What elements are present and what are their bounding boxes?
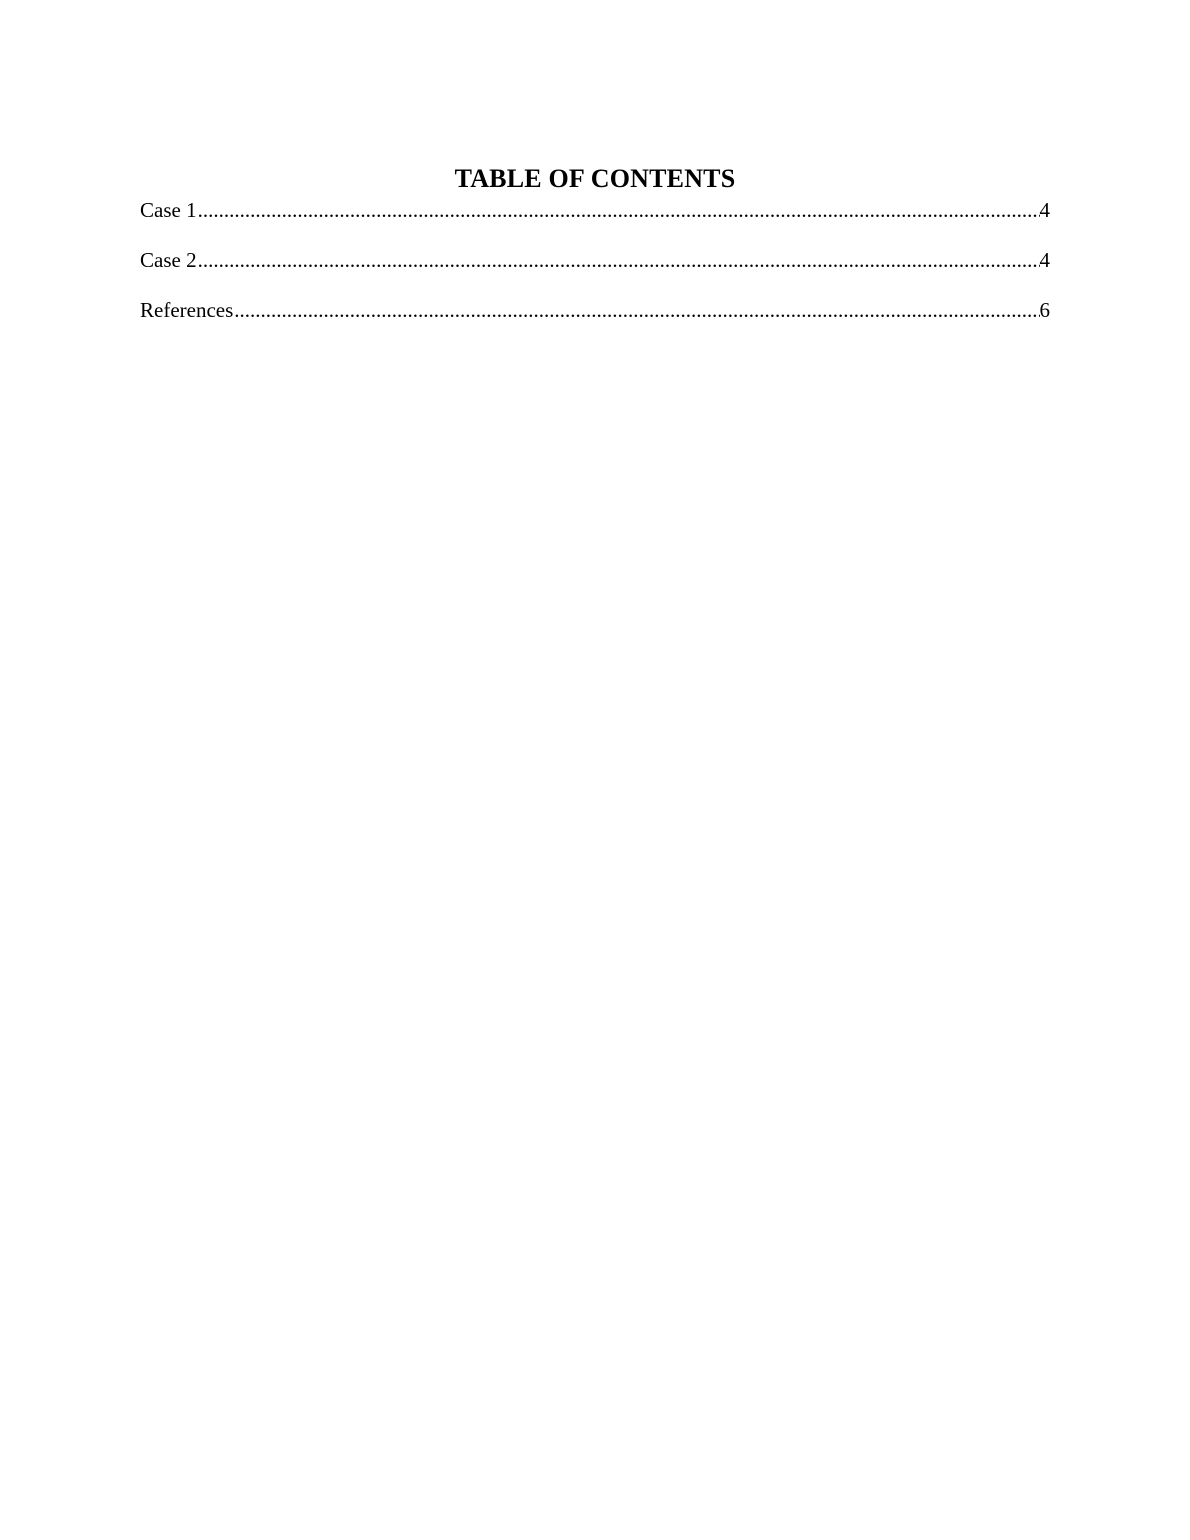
toc-entry-label: Case 1 bbox=[140, 198, 197, 222]
toc-list bbox=[140, 197, 1050, 347]
toc-dot-leader bbox=[198, 197, 1040, 223]
toc-dot-leader bbox=[234, 297, 1039, 323]
toc-dot-leader bbox=[198, 247, 1040, 273]
toc-heading: TABLE OF CONTENTS bbox=[454, 164, 736, 193]
toc-entry-case-1[interactable] bbox=[140, 197, 1050, 223]
toc-entry-label: Case 2 bbox=[140, 248, 197, 272]
toc-entry-page-number: 4 bbox=[1039, 248, 1050, 272]
toc-entry-label: References bbox=[140, 298, 234, 322]
toc-entry-case-2[interactable] bbox=[140, 247, 1050, 273]
toc-entry-page-number: 6 bbox=[1039, 298, 1050, 322]
toc-entry-references[interactable] bbox=[140, 297, 1050, 323]
toc-entry-page-number: 4 bbox=[1039, 198, 1050, 222]
